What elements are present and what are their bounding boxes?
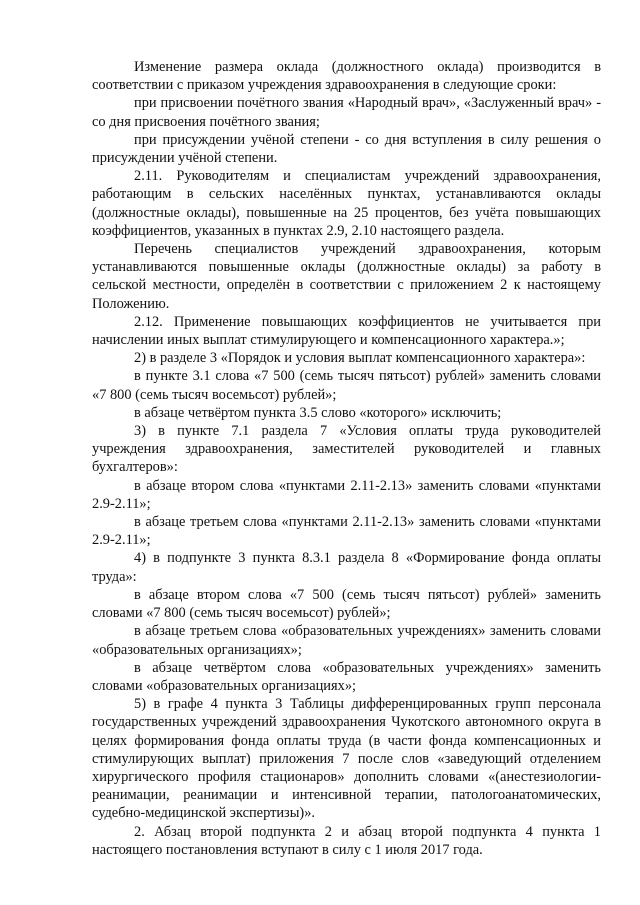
paragraph: в абзаце четвёртом слова «образовательных учреждениях» заменить словами «образовательных организациях»; [92,659,601,694]
paragraph: 2.11. Руководителям и специалистам учреждений здравоохранения, работающим в сельских населённых пунктах, устанавливаются оклады (должностные оклады), повышенные на 25 процентов, без учёта повышающих коэффициентов, указанных в пунктах 2.9, 2.10 настоящего раздела. [92,168,601,239]
paragraph: в абзаце третьем слова «пунктами 2.11-2.13» заменить словами «пунктами 2.9-2.11»; [92,514,601,549]
paragraph: 2) в разделе 3 «Порядок и условия выплат компенсационного характера»: [134,350,586,367]
paragraph: 4) в подпункте 3 пункта 8.3.1 раздела 8 «Формирование фонда оплаты труда»: [92,550,601,585]
paragraph: при присвоении почётного звания «Народный врач», «Заслуженный врач» - со дня присвоения почётного звания; [92,95,601,130]
paragraph: в абзаце втором слова «7 500 (семь тысяч пятьсот) рублей» заменить словами «7 800 (семь тысяч восемьсот) рублей»; [92,586,601,622]
paragraph: в абзаце третьем слова «образовательных учреждениях» заменить словами «образовательных организациях»; [92,623,601,658]
paragraph: 5) в графе 4 пункта 3 Таблицы дифференцированных групп персонала государственных учреждений здравоохранения Чукотского автономного округа в целях формирования фонда оплаты труда (в части фонда компенсационных и стимулирующих выплат) приложения 7 после слов «заведующий отделением хирургического профиля стационаров» дополнить словами «(анестезиологии-реанимации, реанимации и интенсивной терапии, патологоанатомических, судебно-медицинской экспертизы)». [92,696,601,822]
paragraph: 2. Абзац второй подпункта 2 и абзац второй подпункта 4 пункта 1 настоящего постановления вступают в силу с 1 июля 2017 года. [92,823,601,858]
paragraph: Изменение размера оклада (должностного оклада) производится в соответствии с приказом учреждения здравоохранения в следующие сроки: [92,59,601,94]
paragraph: в абзаце втором слова «пунктами 2.11-2.13» заменить словами «пунктами 2.9-2.11»; [92,477,601,512]
paragraph: в пункте 3.1 слова «7 500 (семь тысяч пятьсот) рублей» заменить словами «7 800 (семь тысяч восемьсот) рублей»; [92,368,601,403]
paragraph: при присуждении учёной степени - со дня вступления в силу решения о присуждении учёной степени. [92,131,601,167]
document-body [92,58,601,859]
paragraph: 3) в пункте 7.1 раздела 7 «Условия оплаты труда руководителей учреждения здравоохранения, заместителей руководителей и главных бухгалтеров»: [92,423,601,476]
paragraph: 2.12. Применение повышающих коэффициентов не учитывается при начислении иных выплат стимулирующего и компенсационного характера.»; [92,313,601,349]
paragraph: Перечень специалистов учреждений здравоохранения, которым устанавливаются повышенные оклады (должностные оклады) за работу в сельской местности, определён в соответствии с приложением 2 к настоящему Положению. [92,241,601,312]
paragraph: в абзаце четвёртом пункта 3.5 слово «которого» исключить; [134,404,502,421]
